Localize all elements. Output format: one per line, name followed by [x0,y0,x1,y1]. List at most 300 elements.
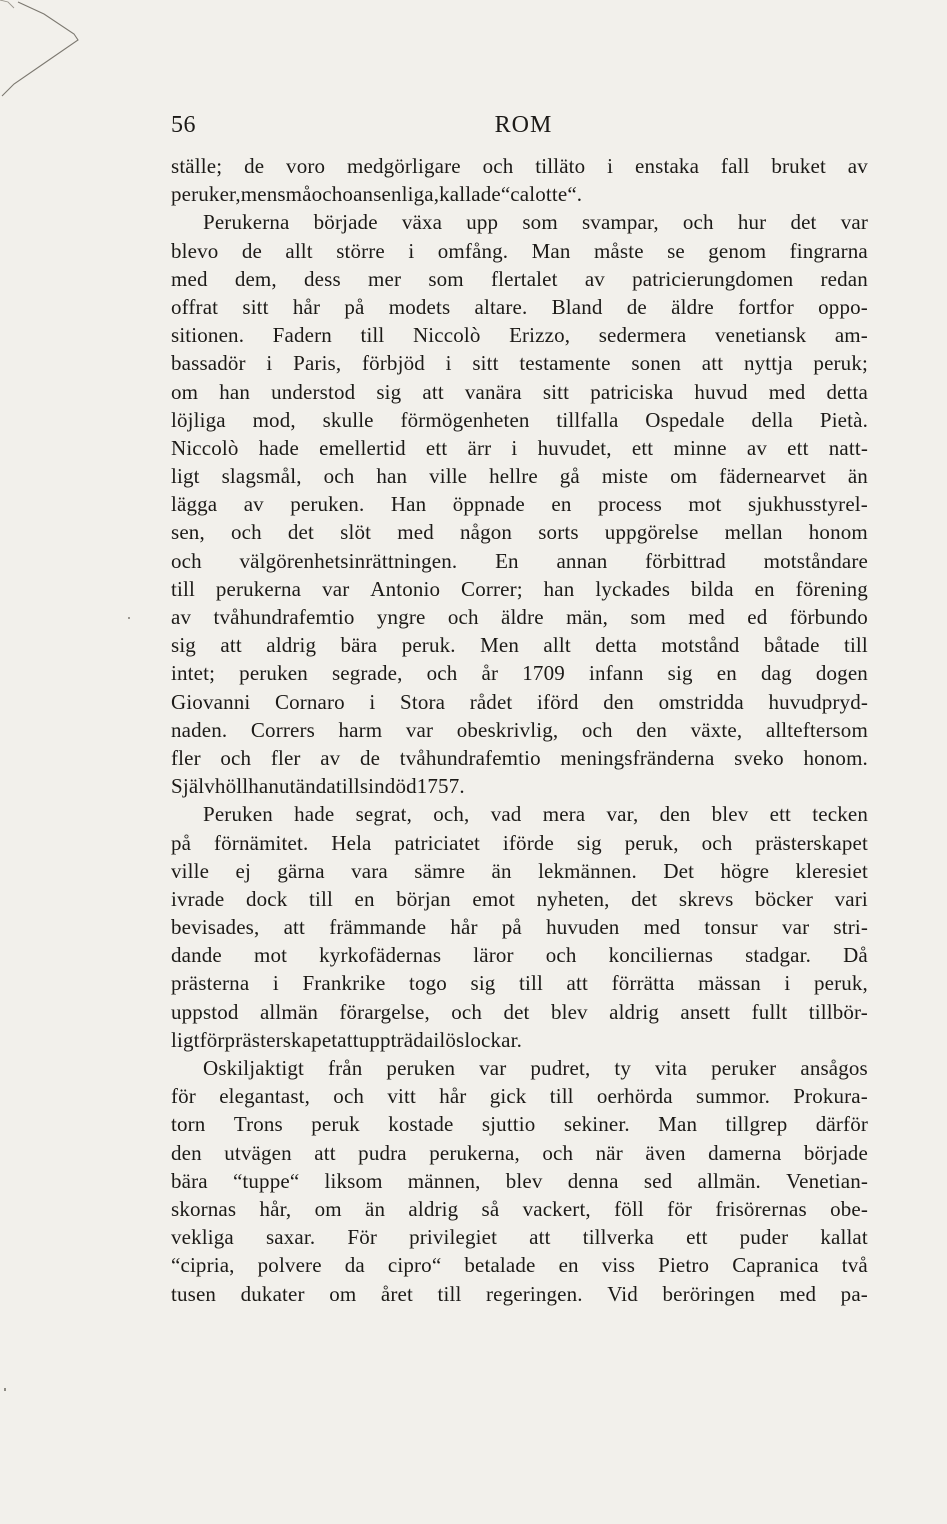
word: Pietro [658,1253,710,1278]
word: Prokura- [793,1084,868,1109]
word: dande [171,943,222,968]
word: allt [285,238,313,263]
margin-speck [128,617,130,619]
word: dukater [240,1281,305,1306]
word: om [329,1281,357,1306]
word: ett [686,1225,708,1250]
word: process [597,492,662,517]
word: Correr; [461,576,523,601]
word: sitt [542,379,570,404]
word: och, [433,802,470,827]
word: peruk. [401,633,456,658]
word: och [323,464,355,489]
word: huvudpryd- [768,689,868,714]
word: förbjöd [362,351,425,376]
word: föll [614,1196,644,1221]
word: allteftersom [765,717,868,742]
word: 1757. [416,774,465,799]
word: för [667,1196,693,1221]
word: år [481,661,499,686]
word: var, [606,802,639,827]
word: med [171,266,208,291]
word: ville [171,858,210,883]
word: Han [390,492,427,517]
word: dem, [234,266,277,291]
word: Niccolò [412,323,481,348]
word: större [336,238,385,263]
word: den [636,717,668,742]
word: blev [711,802,749,827]
word: En [495,548,519,573]
word: ärr [467,435,492,460]
word: bilda [690,576,734,601]
word: ett [425,435,448,460]
word: om [171,379,199,404]
word: annan [556,548,608,573]
word: förbundo [789,605,868,629]
word: fingrarna [789,238,868,263]
word: att [529,1225,551,1250]
word: allmän [259,999,318,1024]
word: mässan [698,971,761,996]
word: prästerna [171,971,250,996]
word: och [451,999,483,1024]
word: oerhörda [596,1084,673,1109]
word: vari [834,886,868,911]
word: vitt [387,1084,416,1109]
word: båtade [763,633,820,658]
word: obeskrivlig, [456,717,559,742]
word: modets [388,294,451,319]
word: kostade [388,1112,454,1137]
word: han [219,379,250,404]
text-line [171,575,868,603]
word: peruker [711,1056,777,1080]
word: än [847,464,868,489]
word: på [171,830,192,855]
word: än [364,1196,386,1221]
word: med [768,379,806,404]
word: Paris, [293,351,342,376]
word: ivrade [171,886,225,911]
word: 1709 [522,661,565,686]
word: tillgrep [725,1112,788,1137]
word: som [522,210,558,235]
word: för [199,1027,225,1052]
word: att [314,1140,336,1165]
text-line [171,800,868,828]
body-text [171,152,868,1308]
word: motståndare [763,548,868,573]
text-line [171,688,868,716]
page-number: 56 [171,112,196,138]
text-line [171,857,868,885]
word: mot [688,492,722,517]
word: patricierungdomen [632,266,794,291]
text-line [171,941,868,969]
text-line [171,462,868,490]
word: pa- [840,1281,868,1306]
word: Ospedale [645,407,725,432]
word: den [659,802,691,827]
word: “tuppe“ [232,1168,300,1193]
word: mod, [252,407,296,432]
word: huvud [694,379,748,404]
word: vanära [464,379,522,404]
word: naden. [171,717,228,742]
word: till [843,633,868,658]
word: hår, [259,1196,292,1221]
word: av [847,154,868,178]
word: skornas [171,1196,237,1221]
word: Frankrike [302,971,386,996]
word: mot [253,943,288,968]
word: fortfor [738,294,794,319]
word: peruk; [813,351,868,376]
word: och [482,154,514,178]
page-corner-fold-line [0,0,90,120]
word: utvägen [224,1140,292,1165]
word: privilegiet [409,1225,498,1250]
word: men [240,182,278,207]
word: han [376,464,408,489]
word: en [754,576,775,601]
word: och [447,605,479,629]
word: Bland [551,294,603,319]
word: en [558,1253,579,1278]
word: uppgörelse [604,520,699,545]
text-line [171,518,868,546]
text-line [171,180,868,208]
word: saxar. [265,1225,316,1250]
word: liksom [324,1168,383,1193]
text-line [171,1110,868,1138]
word: till [308,886,333,911]
word: Cornaro [274,689,345,714]
word: Man [658,1112,698,1137]
word: började [803,1140,868,1165]
word: sekiner. [563,1112,630,1137]
word: nyttja [743,351,793,376]
word: patriciatet [394,830,481,855]
word: miste [601,464,649,489]
word: torn [171,1112,206,1137]
word: gå [559,464,580,489]
word: meningsfränderna [560,745,715,770]
word: sämre [414,858,466,883]
text-line [171,1223,868,1251]
word: svampar, [581,210,659,235]
word: sin [359,774,385,799]
word: upp [466,210,499,235]
word: bruket [771,154,826,178]
word: det [631,886,658,911]
word: till [171,576,195,601]
word: sig [576,830,602,855]
word: med [397,520,434,545]
word: altare. [474,294,528,319]
word: cipro“ [387,1253,442,1278]
word: förrätta [611,971,675,996]
word: hår [292,294,321,319]
word: peruken [386,1056,456,1080]
word: natt- [828,435,868,460]
word: allt [543,633,571,658]
word: att [701,351,724,376]
word: så [481,1196,500,1221]
word: voro [286,154,326,178]
word: männen, [407,1168,481,1193]
word: tonsur [704,915,758,940]
word: i [272,971,279,996]
word: allmän. [697,1168,761,1193]
word: löslockar. [439,1027,522,1052]
word: skrevs [678,886,734,911]
word: sjuttio [481,1112,536,1137]
word: perukerna, [429,1140,520,1165]
word: skulle [322,407,374,432]
word: omfång. [437,238,509,263]
word: äldre [500,605,544,629]
word: tvåhundrafemtio [213,605,355,629]
word: fler [171,745,201,770]
text-line [171,829,868,857]
word: honom [808,520,868,545]
word: av [320,745,341,770]
word: ej [235,858,251,883]
word: lägga [171,492,218,517]
word: till [437,1281,462,1306]
word: av [584,266,605,291]
word: minne [673,435,727,460]
word: Peruken [203,802,273,827]
word: fullt [751,999,788,1024]
word: blevo [171,238,219,263]
word: infann [589,661,644,686]
word: peruk, [813,971,868,996]
word: mer [368,266,402,291]
word: var [781,915,810,940]
word: när [595,1140,623,1165]
word: polvere [257,1253,322,1278]
word: Hela [331,830,372,855]
word: uppstod [171,999,239,1024]
text-line [171,1139,868,1167]
word: fädernearvet [719,464,826,489]
text-line [171,152,868,180]
word: ut [278,774,296,799]
word: redan [820,266,868,291]
word: bära [171,1168,208,1193]
word: till [335,774,360,799]
word: från [327,1056,363,1080]
word: denna [567,1168,619,1193]
page-header [171,112,868,146]
word: ty [614,1056,632,1080]
word: vita [655,1056,688,1080]
word: och [542,1140,574,1165]
word: och [682,210,714,235]
word: i [266,351,273,376]
word: främmande [329,915,427,940]
word: Oskiljaktigt [203,1056,304,1080]
word: dogen [815,661,868,686]
word: och [220,745,252,770]
word: i [607,154,614,178]
text-line [171,913,868,941]
word: än [491,858,512,883]
word: betalade [464,1253,536,1278]
word: män, [566,605,609,629]
word: Niccolò [171,435,239,460]
word: kyrkofädernas [319,943,442,968]
word: lyckades [595,576,671,601]
word: för [171,1084,196,1109]
word: se [667,238,685,263]
word: stri- [833,915,868,940]
word: i [408,238,415,263]
word: ända [295,774,336,799]
text-line [171,293,868,321]
word: dag [760,661,792,686]
word: Det [663,858,695,883]
word: tillbör- [808,999,868,1024]
word: peruk [311,1112,360,1137]
word: peruker, [171,182,241,207]
word: och [171,548,202,573]
word: venetiansk [714,323,807,348]
word: i [784,971,791,996]
word: tusen [171,1281,217,1306]
text-line [171,321,868,349]
word: offrat [171,294,219,319]
text-line [171,1251,868,1279]
word: dock [245,886,288,911]
text-line [171,969,868,997]
word: en [354,886,375,911]
word: var [322,576,350,601]
word: bevisades, [171,915,260,940]
word: högre [720,858,770,883]
word: i [369,689,376,714]
word: sonen [631,351,682,376]
word: två [841,1253,868,1278]
word: Perukerna [203,210,290,235]
word: intet; [171,661,216,686]
word: fall [720,154,750,178]
word: sig [376,379,402,404]
word: och [701,830,733,855]
word: den [171,1140,202,1165]
word: ligt [171,464,200,489]
text-line [171,1082,868,1110]
text-line [171,237,868,265]
text-line [171,885,868,913]
word: harm [338,717,383,742]
word: förmögenheten [400,407,530,432]
text-line [171,631,868,659]
word: blev [550,999,588,1024]
word: och [545,943,577,968]
word: i [511,435,518,460]
word: lekmännen. [538,858,637,883]
word: ville [429,464,468,489]
word: han [248,774,279,799]
word: detta [595,633,637,658]
word: summor. [696,1084,770,1109]
word: små [277,182,312,207]
word: För [347,1225,377,1250]
word: mellan [724,520,783,545]
word: det [790,210,817,235]
word: Fadern [272,323,332,348]
word: på [344,294,365,319]
word: välgörenhetsinrättningen. [239,548,458,573]
word: kallade [439,182,501,207]
word: ed [747,605,768,629]
word: och [230,520,262,545]
word: av [243,492,264,517]
word: på [501,915,522,940]
word: yngre [376,605,426,629]
word: sveko [734,745,784,770]
word: Antonio [370,576,441,601]
word: hellre [489,464,538,489]
word: han [543,576,575,601]
word: och [581,717,613,742]
word: ställe; [171,154,223,178]
margin-speck [4,1388,6,1391]
text-line [171,1054,868,1082]
word: och [333,1084,365,1109]
word: genom [708,238,767,263]
word: sjukhusstyrel- [748,492,868,517]
word: en [551,492,572,517]
word: som [630,605,666,629]
word: ansågos [800,1056,868,1080]
word: någon [460,520,513,545]
word: ett [631,435,654,460]
word: omstridda [658,689,744,714]
word: ansett [680,999,731,1024]
word: att [337,1027,359,1052]
word: att [422,379,444,404]
word: gärna [277,858,325,883]
word: i [433,1027,440,1052]
word: böcker [754,886,814,911]
running-title: ROM [494,112,553,138]
word: med [779,1281,817,1306]
text-line [171,349,868,377]
word: som [428,266,464,291]
word: Venetian- [786,1168,868,1193]
word: tillfalla [556,407,619,432]
word: perukerna [215,576,302,601]
word: av [746,435,767,460]
word: vekliga [171,1225,234,1250]
word: till [549,1084,574,1109]
text-line [171,659,868,687]
word: prästerskapet [224,1027,338,1052]
word: konciliernas [608,943,714,968]
word: med [688,605,725,629]
word: mera [542,802,586,827]
word: “calotte“. [500,182,583,207]
word: Capranica [732,1253,819,1278]
word: sig [171,633,196,658]
word: de [244,154,265,178]
word: aldrig [408,1196,459,1221]
